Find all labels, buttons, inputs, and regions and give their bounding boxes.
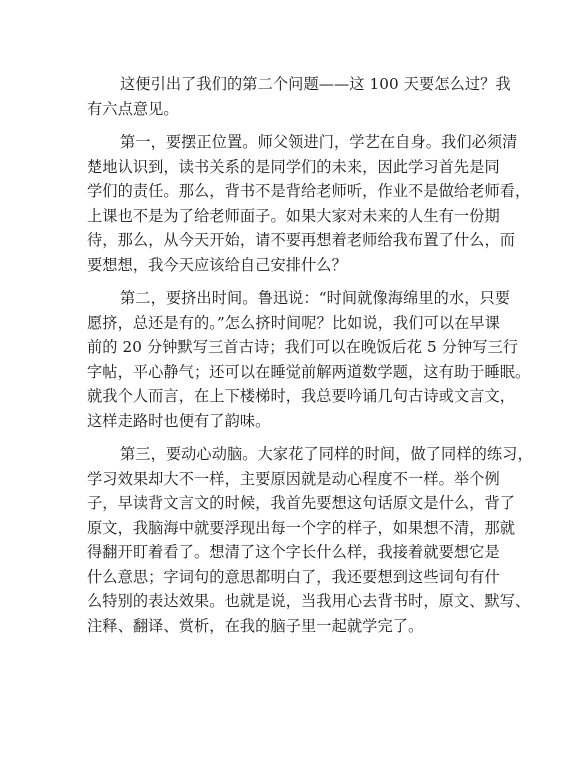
- paragraph-point-two: [87, 286, 531, 433]
- text-line: 么特别的表达效果。也就是说，当我用心去背书时，原文、默写、: [87, 592, 531, 610]
- text-line: 愿挤，总还是有的。”怎么挤时间呢？比如说，我们可以在早课: [87, 313, 501, 332]
- text-line: 楚地认识到，读书关系的是同学们的未来，因此学习首先是同: [87, 157, 500, 176]
- text-line: 注释、翻译、赏析，在我的脑子里一起就学完了。: [87, 616, 424, 635]
- text-line: 有六点意见。: [87, 99, 179, 118]
- paragraph-intro: [87, 72, 511, 121]
- text-line: 这便引出了我们的第二个问题——这 100 天要怎么过？我: [120, 75, 511, 93]
- text-line: 要想想，我今天应该给自己安排什么？: [87, 255, 347, 274]
- text-line: 第二，要挤出时间。鲁迅说：“时间就像海绵里的水，只要: [120, 289, 511, 307]
- text-line: 就我个人而言，在上下楼梯时，我总要吟诵几句古诗或文言文，: [87, 387, 516, 405]
- text-line: 第一，要摆正位置。师父领进门，学艺在自身。我们必须清: [120, 133, 518, 151]
- text-line: 学习效果却大不一样，主要原因就是动心程度不一样。举个例: [87, 469, 500, 488]
- text-line: 前的 20 分钟默写三首古诗；我们可以在晚饭后花 5 分钟写三行: [87, 338, 519, 356]
- text-line: 学们的责任。那么，背书不是背给老师听，作业不是做给老师看，: [87, 182, 531, 200]
- text-line: 第三，要动心动脑。大家花了同样的时间，做了同样的练习，: [120, 445, 533, 463]
- text-line: 子，早读背文言文的时候，我首先要想这句话原文是什么，背了: [87, 494, 516, 512]
- text-line: 上课也不是为了给老师面子。如果大家对未来的人生有一份期: [87, 206, 500, 225]
- text-line: 待，那么，从今天开始，请不要再想着老师给我布置了什么，而: [87, 231, 516, 249]
- document-body: [87, 72, 533, 647]
- text-line: 原文，我脑海中就要浮现出每一个字的样子，如果想不清，那就: [87, 518, 516, 537]
- paragraph-point-one: [87, 130, 531, 277]
- text-line: 这样走路时也便有了韵味。: [87, 411, 271, 430]
- text-line: 字帖，平心静气；还可以在睡觉前解两道数学题，这有助于睡眠。: [87, 362, 531, 381]
- text-line: 得翻开盯着看了。想清了这个字长什么样，我接着就要想它是: [87, 543, 500, 561]
- paragraph-point-three: [87, 442, 533, 638]
- text-line: 什么意思；字词句的意思都明白了，我还要想到这些词句有什: [87, 567, 500, 586]
